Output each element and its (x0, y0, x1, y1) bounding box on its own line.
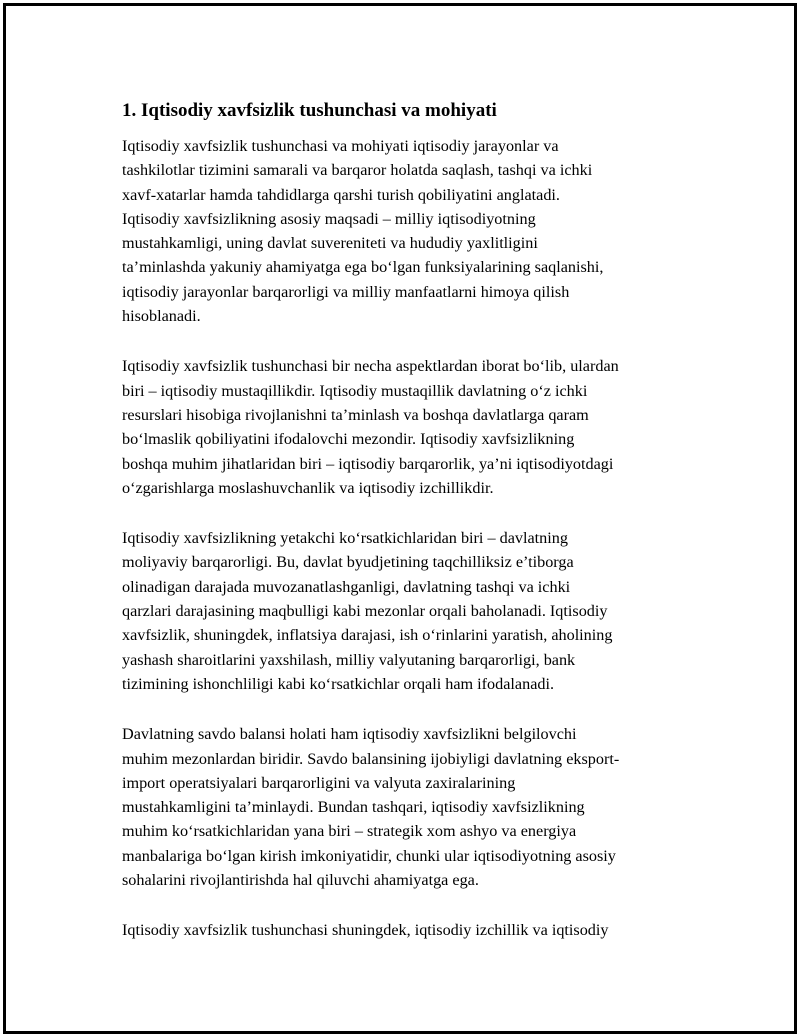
document-body (122, 96, 702, 969)
section-heading: 1. Iqtisodiy xavfsizlik tushunchasi va mohiyati (122, 100, 497, 121)
paragraph: Iqtisodiy xavfsizlikning yetakchi ko‘rsatkichlaridan biri – davlatning moliyaviy barqarorligi. Bu, davlat byudjetining taqchilliksiz e’tiborga olinadigan darajada muvozanatlashganligi, davlatning tashqi va ichki qarzlari darajasining maqbulligi kabi mezonlar orqali baholanadi. Iqtisodiy xavfsizlik, shuningdek, inflatsiya darajasi, ish o‘rinlarini yaratish, aholining yashash sharoitlarini yaxshilash, milliy valyutaning barqarorligi, bank tizimining ishonchliligi kabi ko‘rsatkichlar orqali ham ifodalanadi. (122, 529, 613, 693)
paragraph: Iqtisodiy xavfsizlik tushunchasi bir necha aspektlardan iborat bo‘lib, ulardan biri – iqtisodiy mustaqillikdir. Iqtisodiy mustaqillik davlatning o‘z ichki resurslari hisobiga rivojlanishni ta’minlash va boshqa davlatlarga qaram bo‘lmaslik qobiliyatini ifodalovchi mezondir. Iqtisodiy xavfsizlikning boshqa muhim jihatlaridan biri – iqtisodiy barqarorlik, ya’ni iqtisodiyotdagi o‘zgarishlarga moslashuvchanlik va iqtisodiy izchillikdir. (122, 357, 619, 497)
paragraph: Davlatning savdo balansi holati ham iqtisodiy xavfsizlikni belgilovchi muhim mezonlardan biridir. Savdo balansining ijobiyligi davlatning eksport- import operatsiyalari barqarorligini va valyuta zaxiralarining mustahkamligini ta’minlaydi. Bundan tashqari, iqtisodiy xavfsizlikning muhim ko‘rsatkichlaridan yana biri – strategik xom ashyo va energiya manbalariga bo‘lgan kirish imkoniyatidir, chunki ular iqtisodiyotning asosiy sohalarini rivojlantirishda hal qiluvchi ahamiyatga ega. (122, 725, 620, 890)
page-border (3, 3, 797, 1034)
paragraph: Iqtisodiy xavfsizlik tushunchasi va mohiyati iqtisodiy jarayonlar va tashkilotlar tizimini samarali va barqaror holatda saqlash, tashqi va ichki xavf-xatarlar hamda tahdidlarga qarshi turish qobiliyatini anglatadi. Iqtisodiy xavfsizlikning asosiy maqsadi – milliy iqtisodiyotning mustahkamligi, uning davlat suvereniteti va hududiy yaxlitligini ta’minlashda yakuniy ahamiyatga ega bo‘lgan funksiyalarining saqlanishi, iqtisodiy jarayonlar barqarorligi va milliy manfaatlarni himoya qilish hisoblanadi. (122, 137, 604, 326)
paragraph: Iqtisodiy xavfsizlik tushunchasi shuningdek, iqtisodiy izchillik va iqtisodiy (122, 921, 609, 940)
